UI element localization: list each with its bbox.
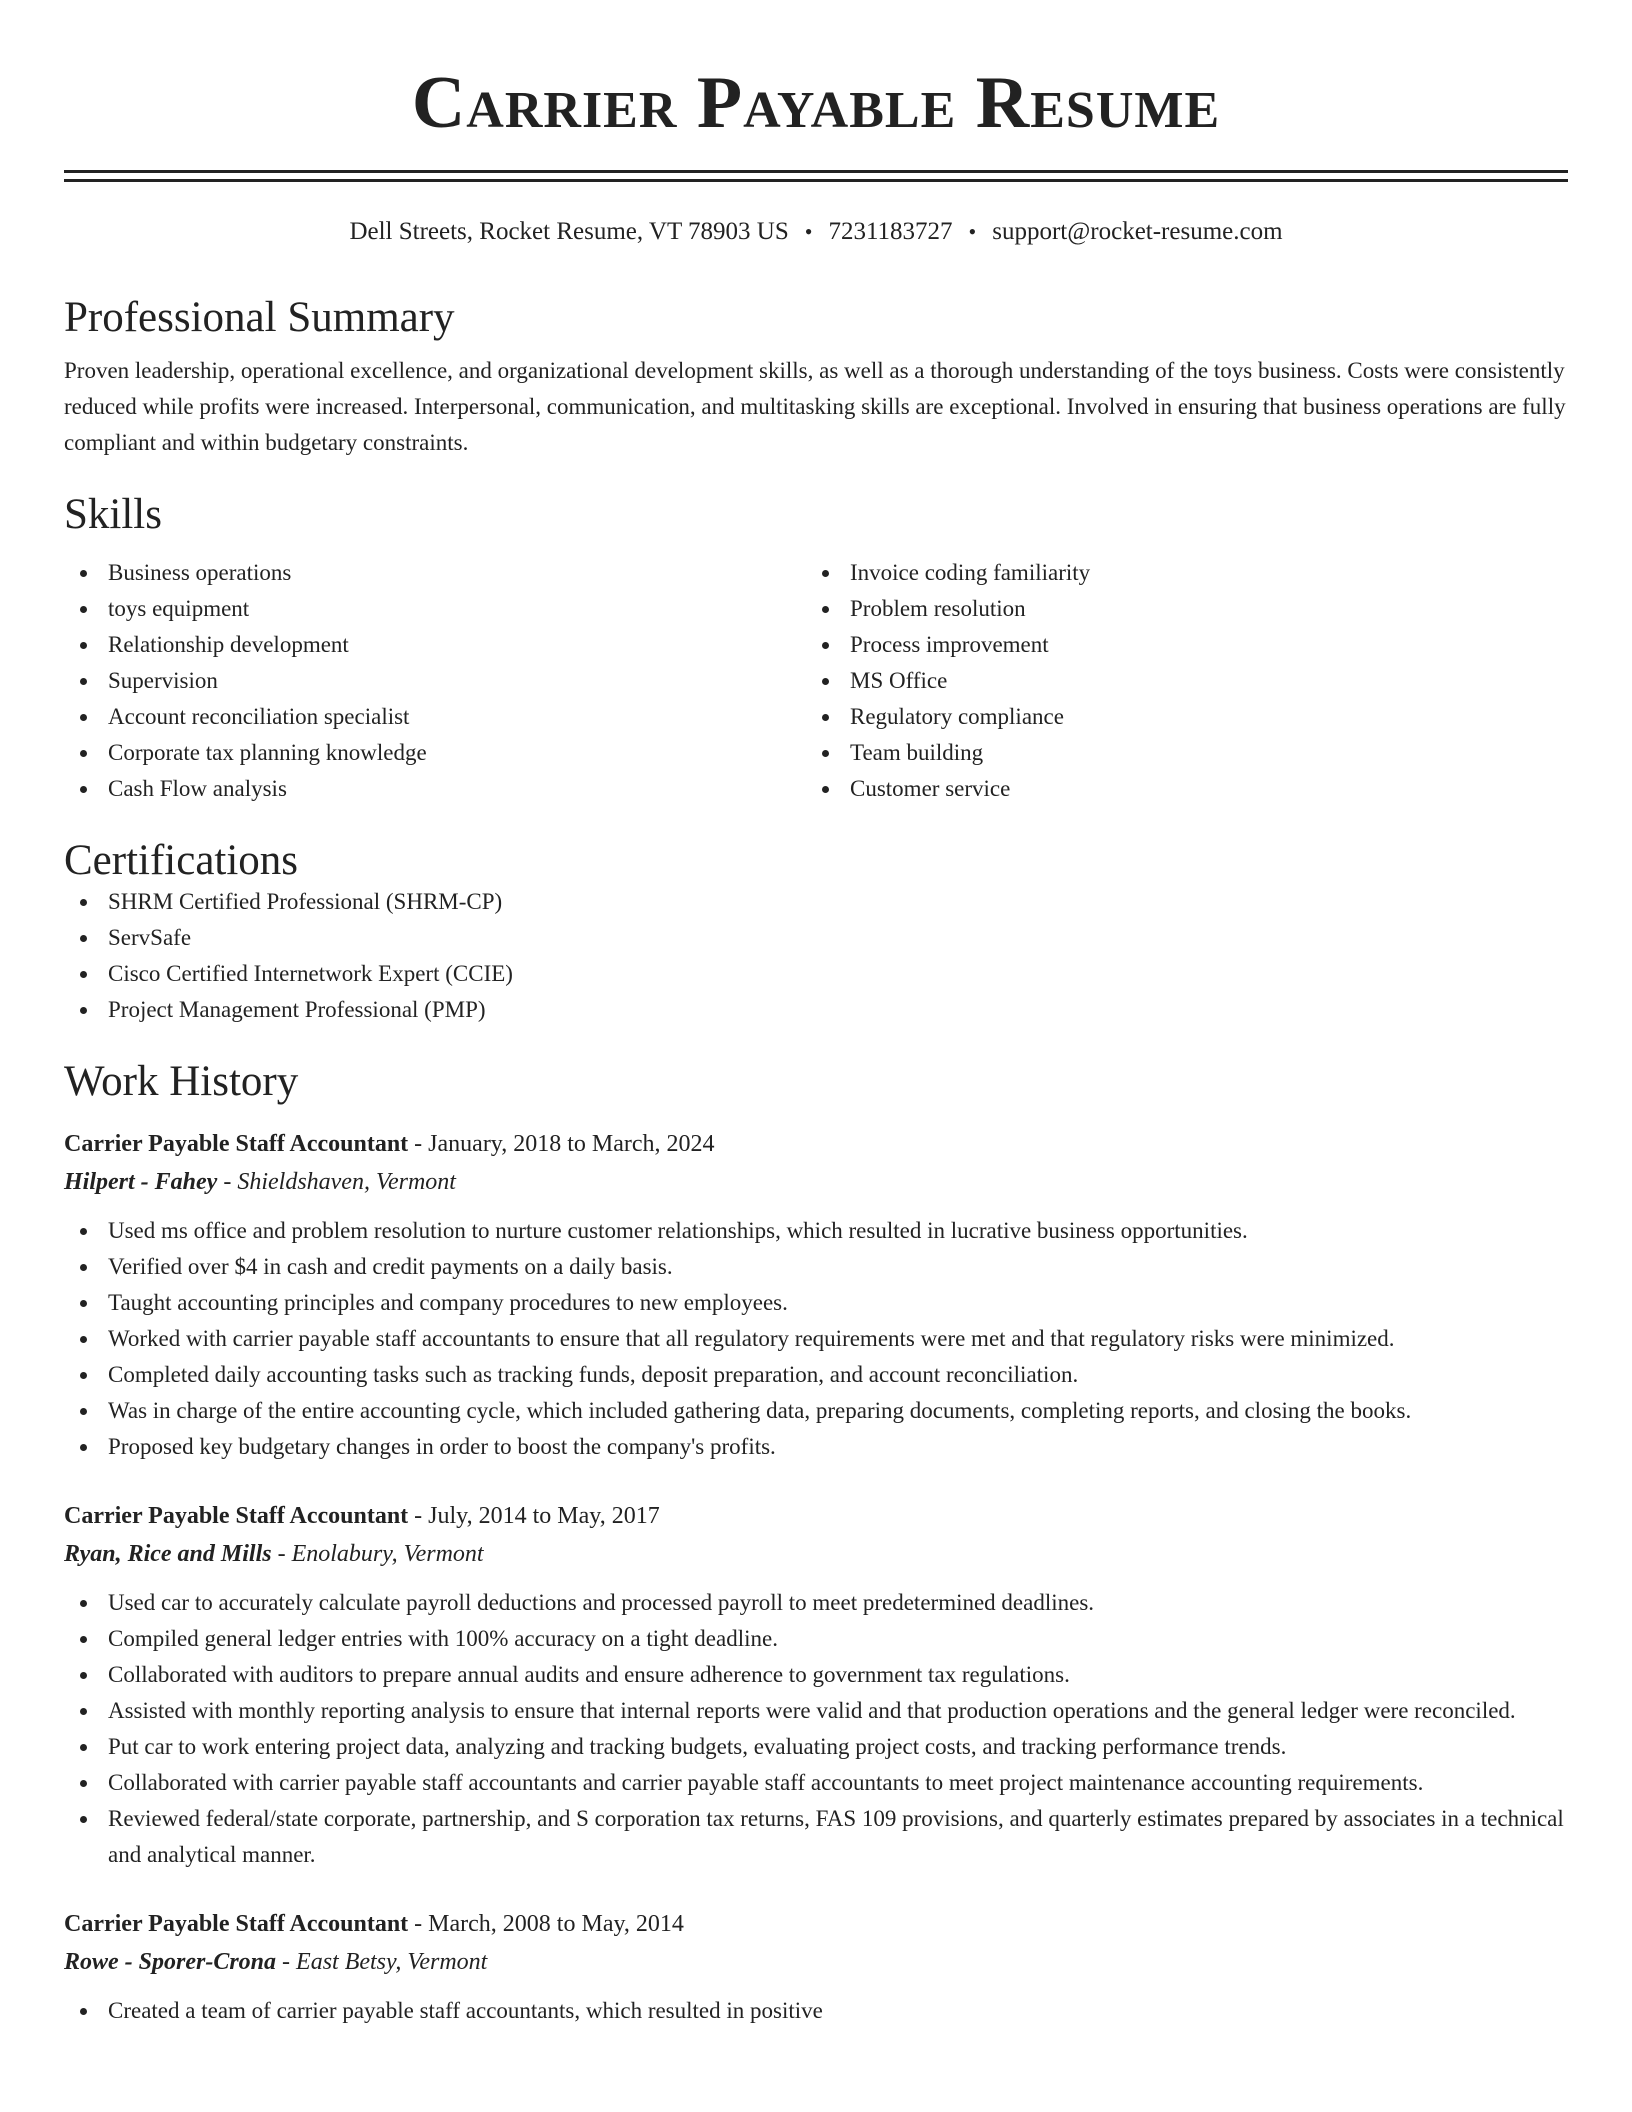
job-dash: -: [408, 1131, 429, 1158]
skills-heading: Skills: [64, 491, 162, 539]
job-location: East Betsy, Vermont: [296, 1949, 488, 1976]
job-dash: -: [408, 1911, 429, 1938]
skill-item: Process improvement: [806, 627, 1548, 663]
contact-address: Dell Streets, Rocket Resume, VT 78903 US: [349, 218, 789, 245]
skill-item: Team building: [806, 735, 1548, 771]
contact-separator: •: [968, 219, 977, 244]
job-location: Enolabury, Vermont: [291, 1541, 484, 1568]
skills-list-right: [806, 555, 1548, 807]
job-bullet: Taught accounting principles and company procedures to new employees.: [64, 1285, 1568, 1321]
work-history-heading: Work History: [64, 1057, 299, 1105]
certification-item: Project Management Professional (PMP): [64, 992, 1568, 1028]
skills-section: [64, 491, 1568, 806]
job-bullet: Compiled general ledger entries with 100% accuracy on a tight deadline.: [64, 1621, 1568, 1657]
job-header: [64, 1497, 1568, 1535]
job-bullet: Proposed key budgetary changes in order to boost the company's profits.: [64, 1429, 1568, 1465]
skill-item: Regulatory compliance: [806, 699, 1548, 735]
job-entry: [64, 1497, 1568, 1873]
summary-section: [64, 294, 1568, 461]
job-location: Shieldshaven, Vermont: [237, 1169, 456, 1196]
job-bullet: Used car to accurately calculate payroll deductions and processed payroll to meet predetermined deadlines.: [64, 1585, 1568, 1621]
jobs-container: [64, 1125, 1568, 2029]
job-dash: -: [276, 1949, 297, 1976]
skill-item: Cash Flow analysis: [64, 771, 806, 807]
job-entry: [64, 1905, 1568, 2029]
skill-item: Corporate tax planning knowledge: [64, 735, 806, 771]
skills-grid: [64, 555, 1568, 807]
summary-heading: Professional Summary: [64, 294, 455, 341]
job-title: Carrier Payable Staff Accountant: [64, 1911, 409, 1938]
skill-item: Relationship development: [64, 627, 806, 663]
contact-info: [64, 218, 1568, 246]
job-dates: March, 2008 to May, 2014: [428, 1911, 684, 1938]
job-bullet: Created a team of carrier payable staff accountants, which resulted in positive: [64, 1993, 1568, 2029]
job-dash: -: [217, 1169, 238, 1196]
job-bullet: Put car to work entering project data, analyzing and tracking budgets, evaluating project costs, and tracking performance trends.: [64, 1729, 1568, 1765]
job-bullet: Used ms office and problem resolution to nurture customer relationships, which resulted in lucrative business opportunities.: [64, 1213, 1568, 1249]
job-header: [64, 1125, 1568, 1163]
certifications-list: [64, 884, 1568, 1028]
job-dash: -: [408, 1503, 429, 1530]
skill-item: Invoice coding familiarity: [806, 555, 1548, 591]
certification-item: SHRM Certified Professional (SHRM-CP): [64, 884, 1568, 920]
job-bullets: [64, 1585, 1568, 1873]
job-bullet: Verified over $4 in cash and credit payments on a daily basis.: [64, 1249, 1568, 1285]
summary-text: Proven leadership, operational excellence, and organizational development skills, as well as a thorough understanding of the toys business. Costs were consistently reduced while profits were increased. Interpersonal, communication, and multitasking skills are exceptional. Involved in ensuring that business operations are fully compliant and within budgetary constraints.: [64, 358, 1566, 456]
contact-email: support@rocket-resume.com: [992, 218, 1283, 245]
job-title: Carrier Payable Staff Accountant: [64, 1503, 409, 1530]
certifications-heading: Certifications: [64, 836, 299, 884]
skills-column-right: [806, 555, 1548, 807]
certification-item: Cisco Certified Internetwork Expert (CCIE): [64, 956, 1568, 992]
job-bullets: [64, 1213, 1568, 1465]
job-bullet: Worked with carrier payable staff accountants to ensure that all regulatory requirements were met and that regulatory risks were minimized.: [64, 1321, 1568, 1357]
skill-item: Business operations: [64, 555, 806, 591]
job-dates: July, 2014 to May, 2017: [428, 1503, 660, 1530]
skill-item: Problem resolution: [806, 591, 1548, 627]
job-entry: [64, 1125, 1568, 1465]
contact-phone: 7231183727: [828, 218, 953, 245]
contact-separator: •: [804, 219, 813, 244]
job-dash: -: [271, 1541, 292, 1568]
certification-item: ServSafe: [64, 920, 1568, 956]
job-bullet: Collaborated with auditors to prepare annual audits and ensure adherence to government tax regulations.: [64, 1657, 1568, 1693]
job-dates: January, 2018 to March, 2024: [428, 1131, 715, 1158]
job-bullets: [64, 1993, 1568, 2029]
skill-item: Account reconciliation specialist: [64, 699, 806, 735]
job-bullet: Assisted with monthly reporting analysis to ensure that internal reports were valid and that production operations and the general ledger were reconciled.: [64, 1693, 1568, 1729]
job-bullet: Reviewed federal/state corporate, partnership, and S corporation tax returns, FAS 109 provisions, and quarterly estimates prepared by associates in a technical and analytical manner.: [64, 1801, 1568, 1873]
job-employer: [64, 1943, 1568, 1981]
job-employer: [64, 1535, 1568, 1573]
job-bullet: Completed daily accounting tasks such as tracking funds, deposit preparation, and account reconciliation.: [64, 1357, 1568, 1393]
resume-title: Carrier Payable Resume: [411, 62, 1221, 144]
job-employer: [64, 1163, 1568, 1201]
certifications-section: [64, 837, 1568, 1028]
skill-item: Customer service: [806, 771, 1548, 807]
skills-list-left: [64, 555, 806, 807]
job-company: Rowe - Sporer-Crona: [64, 1949, 277, 1976]
job-bullet: Was in charge of the entire accounting cycle, which included gathering data, preparing documents, completing reports, and closing the books.: [64, 1393, 1568, 1429]
job-title: Carrier Payable Staff Accountant: [64, 1131, 409, 1158]
job-header: [64, 1905, 1568, 1943]
job-bullet: Collaborated with carrier payable staff accountants and carrier payable staff accountants to meet project maintenance accounting requirements.: [64, 1765, 1568, 1801]
work-history-section: [64, 1058, 1568, 2029]
skill-item: Supervision: [64, 663, 806, 699]
job-company: Hilpert - Fahey: [64, 1169, 218, 1196]
job-company: Ryan, Rice and Mills: [64, 1541, 272, 1568]
skills-column-left: [64, 555, 806, 807]
title-divider: [64, 170, 1568, 182]
skill-item: MS Office: [806, 663, 1548, 699]
skill-item: toys equipment: [64, 591, 806, 627]
